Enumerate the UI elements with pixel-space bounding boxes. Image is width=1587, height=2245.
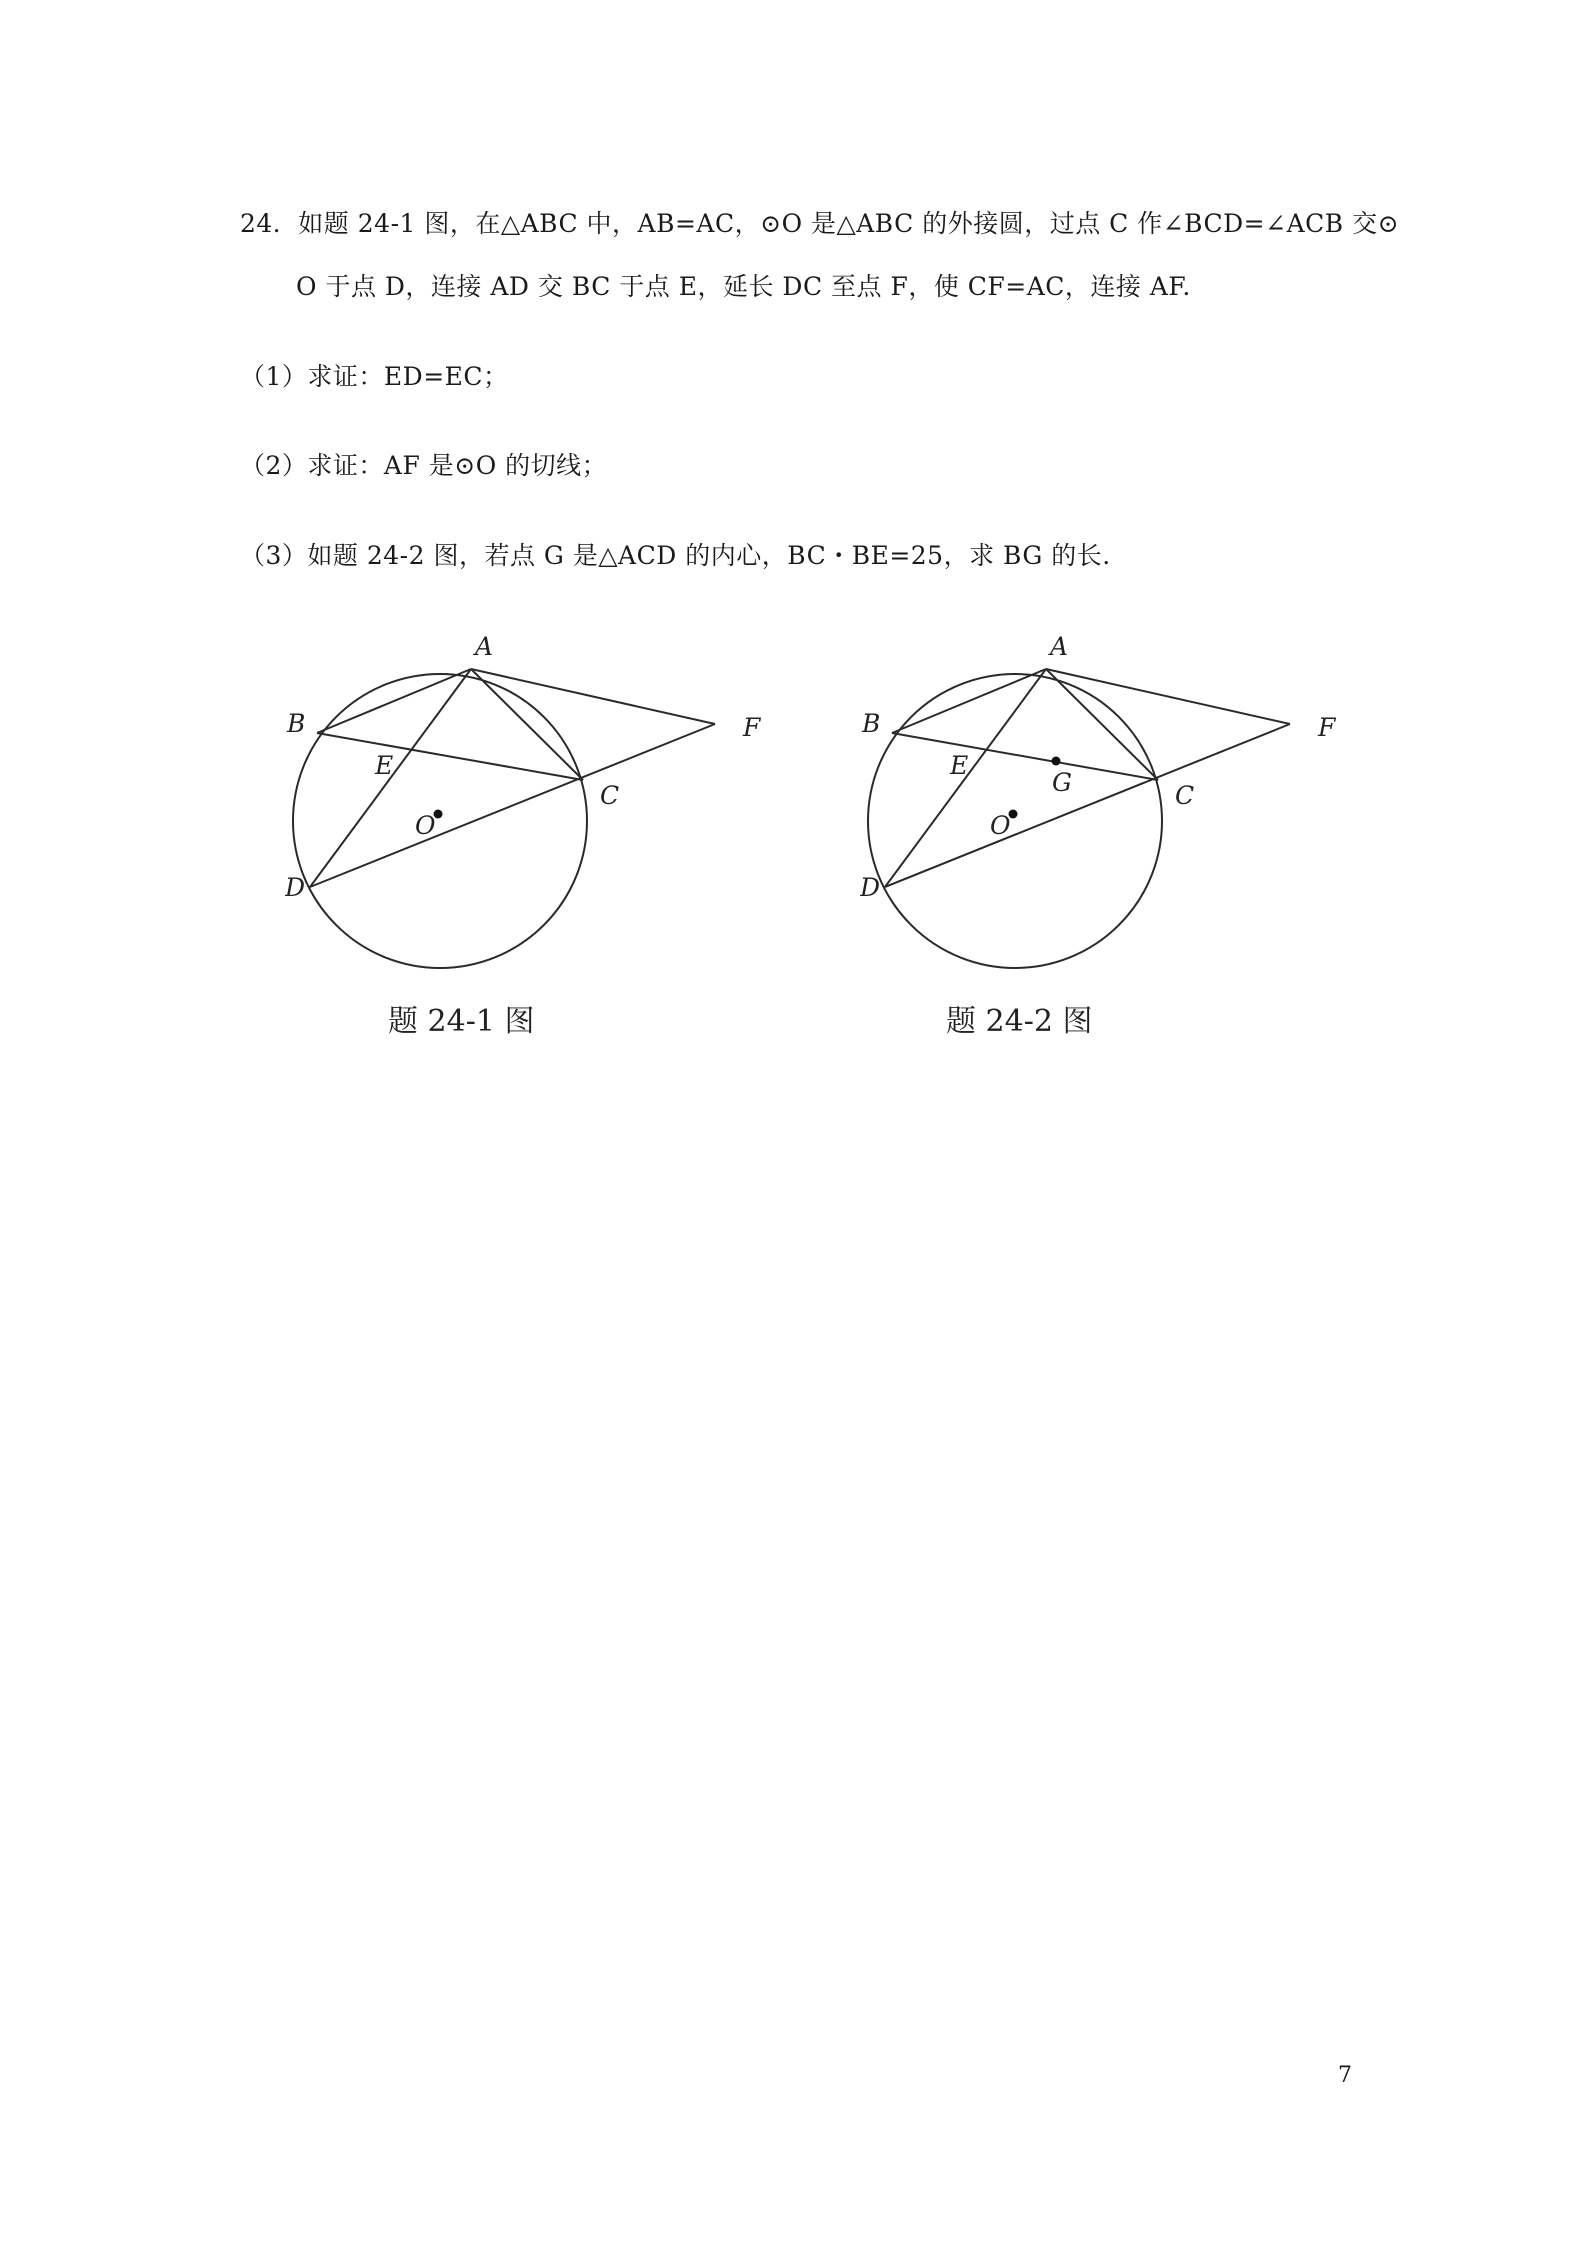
label-o: O (990, 811, 1011, 840)
label-b: B (287, 709, 306, 738)
question-line-1: 24．如题 24-1 图，在△ABC 中，AB=AC，⊙O 是△ABC 的外接圆，过点 C 作∠BCD=∠ACB 交⊙ (240, 209, 1400, 238)
label-e: E (375, 751, 394, 780)
page-number: 7 (1338, 2063, 1352, 2088)
circle-o (868, 674, 1162, 968)
segment-af (471, 669, 715, 724)
question-part-3: （3）如题 24-2 图，若点 G 是△ACD 的内心，BC・BE=25，求 BG 的长. (240, 541, 1111, 570)
label-a: A (1050, 632, 1069, 661)
question-part-2: （2）求证：AF 是⊙O 的切线； (240, 451, 608, 480)
label-b: B (862, 709, 881, 738)
label-f: F (743, 713, 761, 742)
label-o: O (415, 811, 436, 840)
question-line-2: O 于点 D，连接 AD 交 BC 于点 E，延长 DC 至点 F，使 CF=AC，连接 AF. (296, 272, 1191, 301)
question-part-1: （1）求证：ED=EC； (240, 362, 509, 391)
label-c: C (600, 781, 620, 810)
segment-af (1046, 669, 1290, 724)
figure-24-1-caption: 题 24-1 图 (388, 1004, 535, 1039)
incenter-dot-g (1052, 757, 1061, 766)
label-f: F (1318, 713, 1336, 742)
figure-24-2-caption: 题 24-2 图 (946, 1004, 1093, 1039)
figure-24-2 (860, 624, 1340, 969)
figure-24-1 (285, 624, 765, 969)
label-a: A (475, 632, 494, 661)
figure-24-1-diagram (285, 624, 765, 969)
label-c: C (1175, 781, 1195, 810)
label-e: E (950, 751, 969, 780)
circle-o (293, 674, 587, 968)
label-g: G (1052, 768, 1072, 797)
figure-24-2-diagram (860, 624, 1340, 969)
label-d: D (285, 873, 306, 902)
label-d: D (860, 873, 881, 902)
